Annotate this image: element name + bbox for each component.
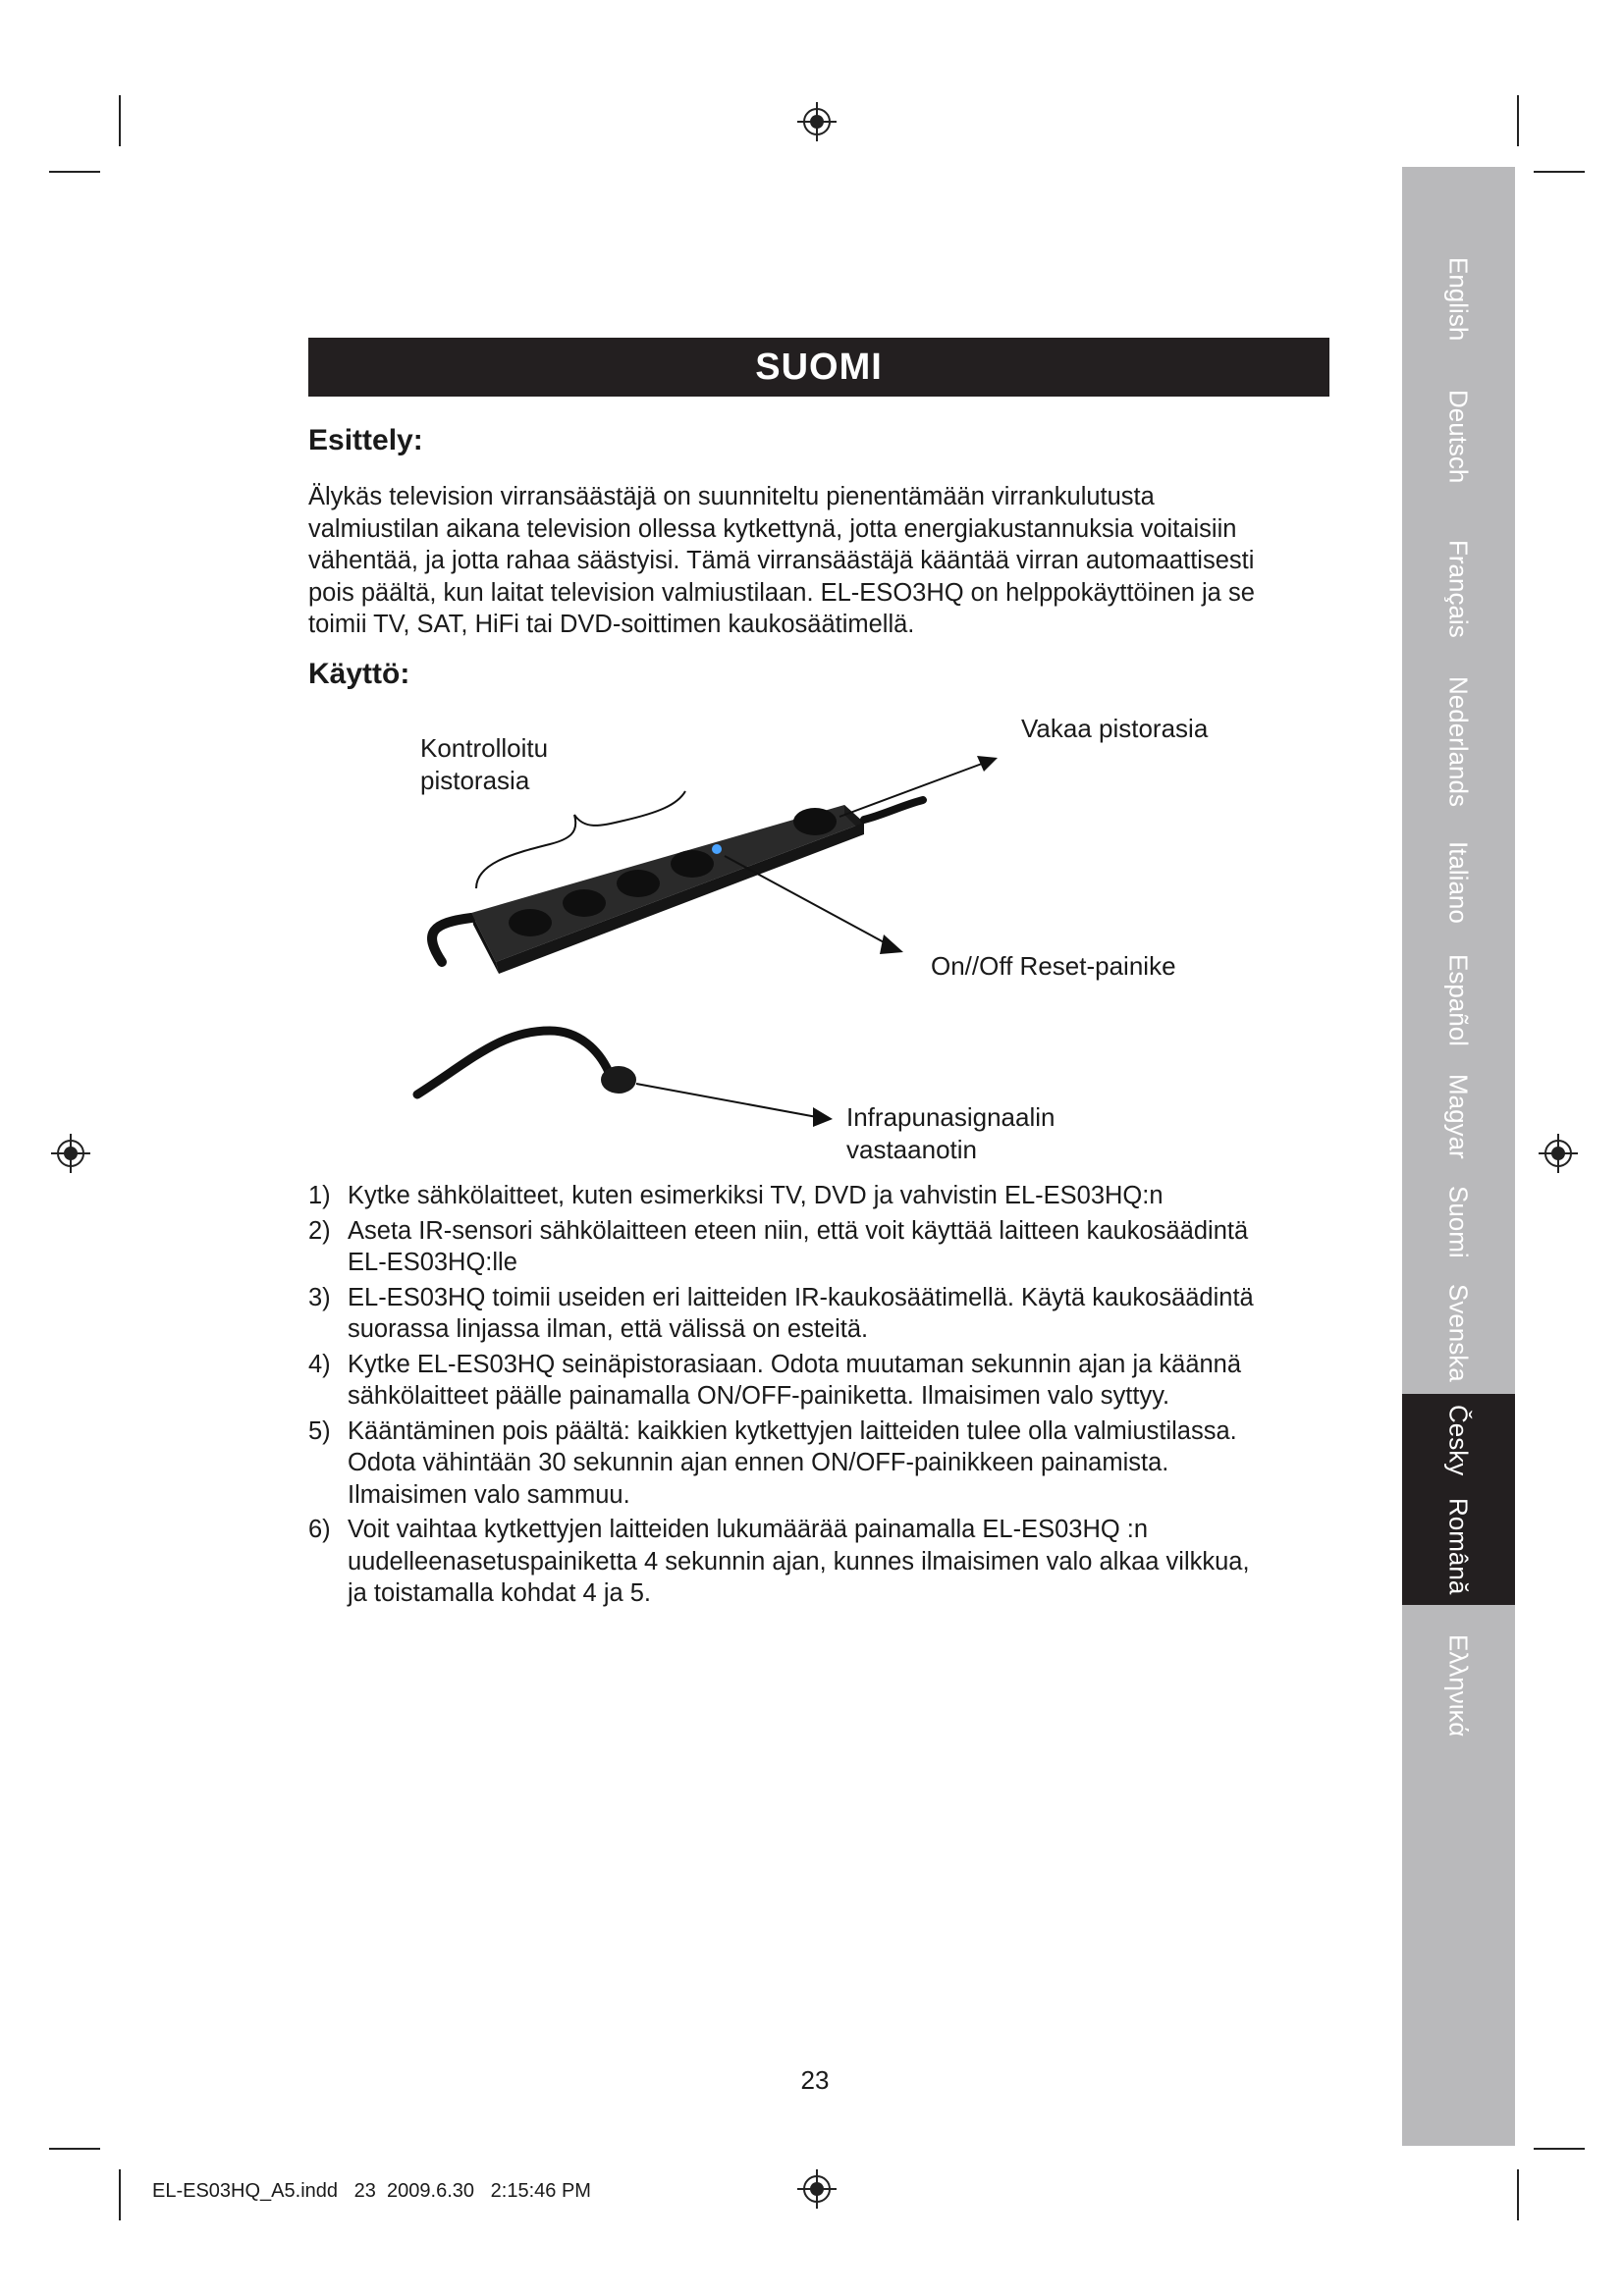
lang-tab-magyar[interactable] (1402, 1060, 1515, 1173)
power-cord (432, 918, 471, 962)
steps-list (308, 1180, 1339, 1613)
lang-label: Suomi (1443, 1186, 1474, 1258)
ir-sensor (601, 1066, 636, 1094)
lang-label: Magyar (1443, 1074, 1474, 1159)
lang-tab-cesky[interactable] (1402, 1394, 1515, 1487)
section-title-bar (308, 338, 1329, 397)
arrow-head (813, 1107, 833, 1127)
list-item (308, 1514, 1339, 1610)
lang-tab-nederlands[interactable] (1402, 658, 1515, 825)
crop-mark (1517, 2169, 1519, 2220)
lang-label: Italiano (1443, 841, 1474, 924)
list-item (308, 1180, 1339, 1212)
usage-heading: Käyttö: (308, 658, 410, 690)
step-number: 4) (308, 1350, 331, 1378)
lang-label: Ελληνικά (1443, 1634, 1474, 1737)
indicator-led (712, 844, 722, 854)
step-number: 3) (308, 1283, 331, 1311)
crop-mark (49, 2148, 100, 2150)
crop-mark (119, 95, 121, 146)
step-text: Kytke sähkölaitteet, kuten esimerkiksi TV, DVD ja vahvistin EL-ES03HQ:n (348, 1182, 1164, 1209)
lang-tab-romana[interactable] (1402, 1487, 1515, 1605)
list-item (308, 1415, 1339, 1512)
intro-paragraph: Älykäs television virransäästäjä on suunniteltu pienentämään virrankulutusta valmiustilan aikana television ollessa kytkettynä, jotta energiakustannuksia voitaisiin vähentää, ja jotta rahaa säästyisi. Tämä virransäästäjä kääntää virran automaattisesti pois päältä, kun laitat television valmiustilaan. EL-ESO3HQ on helppokäyttöinen ja se toimii TV, SAT, HiFi tai DVD-soittimen kaukosäätimellä. (308, 483, 1255, 638)
list-item (308, 1215, 1339, 1279)
step-number: 6) (308, 1516, 331, 1543)
lang-tab-francais[interactable] (1402, 520, 1515, 658)
step-text: Kääntäminen pois päältä: kaikkien kytkettyjen laitteiden tulee olla valmiustilassa. Odota vähintään 30 sekunnin ajan ennen ON/OFF-painikkeen painamista. Ilmaisimen valo sammuu. (348, 1416, 1237, 1509)
intro-heading: Esittely: (308, 424, 423, 456)
list-item (308, 1282, 1339, 1346)
list-item (308, 1349, 1339, 1413)
registration-mark-icon (1537, 1132, 1580, 1175)
label-ir-receiver: Infrapunasignaalin vastaanotin (846, 1102, 1056, 1164)
print-footer: EL-ES03HQ_A5.indd 23 2009.6.30 2:15:46 PM (152, 2180, 591, 2202)
lang-tab-suomi[interactable] (1402, 1173, 1515, 1271)
lang-label: Română (1443, 1497, 1474, 1595)
step-text: Voit vaihtaa kytkettyjen laitteiden lukumäärää painamalla EL-ES03HQ :n uudelleenasetuspainiketta 4 sekunnin ajan, kunnes ilmaisimen valo alkaa vilkkua, ja toistamalla kohdat 4 ja 5. (348, 1516, 1250, 1607)
crop-mark (1517, 95, 1519, 146)
page-number: 23 (800, 2065, 830, 2095)
lang-label: Español (1443, 954, 1474, 1046)
label-constant-socket: Vakaa pistorasia (1021, 714, 1209, 743)
crop-mark (1534, 171, 1585, 173)
step-text: Kytke EL-ES03HQ seinäpistorasiaan. Odota muutaman sekunnin ajan ja käännä sähkölaitteet päälle painamalla ON/OFF-painiketta. Ilmaisimen valo syttyy. (348, 1350, 1242, 1410)
lang-label: Nederlands (1443, 675, 1474, 807)
section-title: SUOMI (755, 346, 883, 388)
lang-tab-english[interactable] (1402, 226, 1515, 373)
lang-tab-italiano[interactable] (1402, 825, 1515, 940)
language-sidebar (1402, 167, 1515, 2146)
crop-mark (119, 2169, 121, 2220)
label-controlled-socket: Kontrolloitu pistorasia (420, 733, 549, 795)
arrow-line (725, 856, 888, 944)
step-number: 5) (308, 1416, 331, 1445)
step-number: 2) (308, 1216, 331, 1245)
output-cord (864, 800, 923, 820)
label-reset-button: On//Off Reset-painike (931, 951, 1176, 981)
lang-label: Deutsch (1443, 390, 1474, 484)
lang-tab-greek[interactable] (1402, 1615, 1515, 1757)
registration-mark-icon (49, 1132, 92, 1175)
step-text: EL-ES03HQ toimii useiden eri laitteiden IR-kaukosäätimellä. Käytä kaukosäädintä suorassa linjassa ilman, että välissä on esteitä. (348, 1283, 1254, 1343)
lang-label: Svenska (1443, 1283, 1474, 1382)
step-number: 1) (308, 1182, 331, 1209)
lang-tab-svenska[interactable] (1402, 1271, 1515, 1394)
lang-tab-espanol[interactable] (1402, 940, 1515, 1060)
registration-mark-icon (795, 100, 839, 143)
lang-tab-deutsch[interactable] (1402, 373, 1515, 501)
arrow-line (636, 1084, 817, 1117)
lang-label: Français (1443, 540, 1474, 638)
ir-sensor-cable (417, 1031, 609, 1095)
crop-mark (49, 171, 100, 173)
lang-label: Česky (1443, 1405, 1474, 1476)
arrow-head (880, 934, 903, 954)
crop-mark (1534, 2148, 1585, 2150)
registration-mark-icon (795, 2167, 839, 2211)
arrow-line (839, 764, 982, 817)
step-text: Aseta IR-sensori sähkölaitteen eteen niin, että voit käyttää laitteen kaukosäädintä EL-ES03HQ:lle (348, 1216, 1249, 1276)
lang-label: English (1443, 257, 1474, 342)
